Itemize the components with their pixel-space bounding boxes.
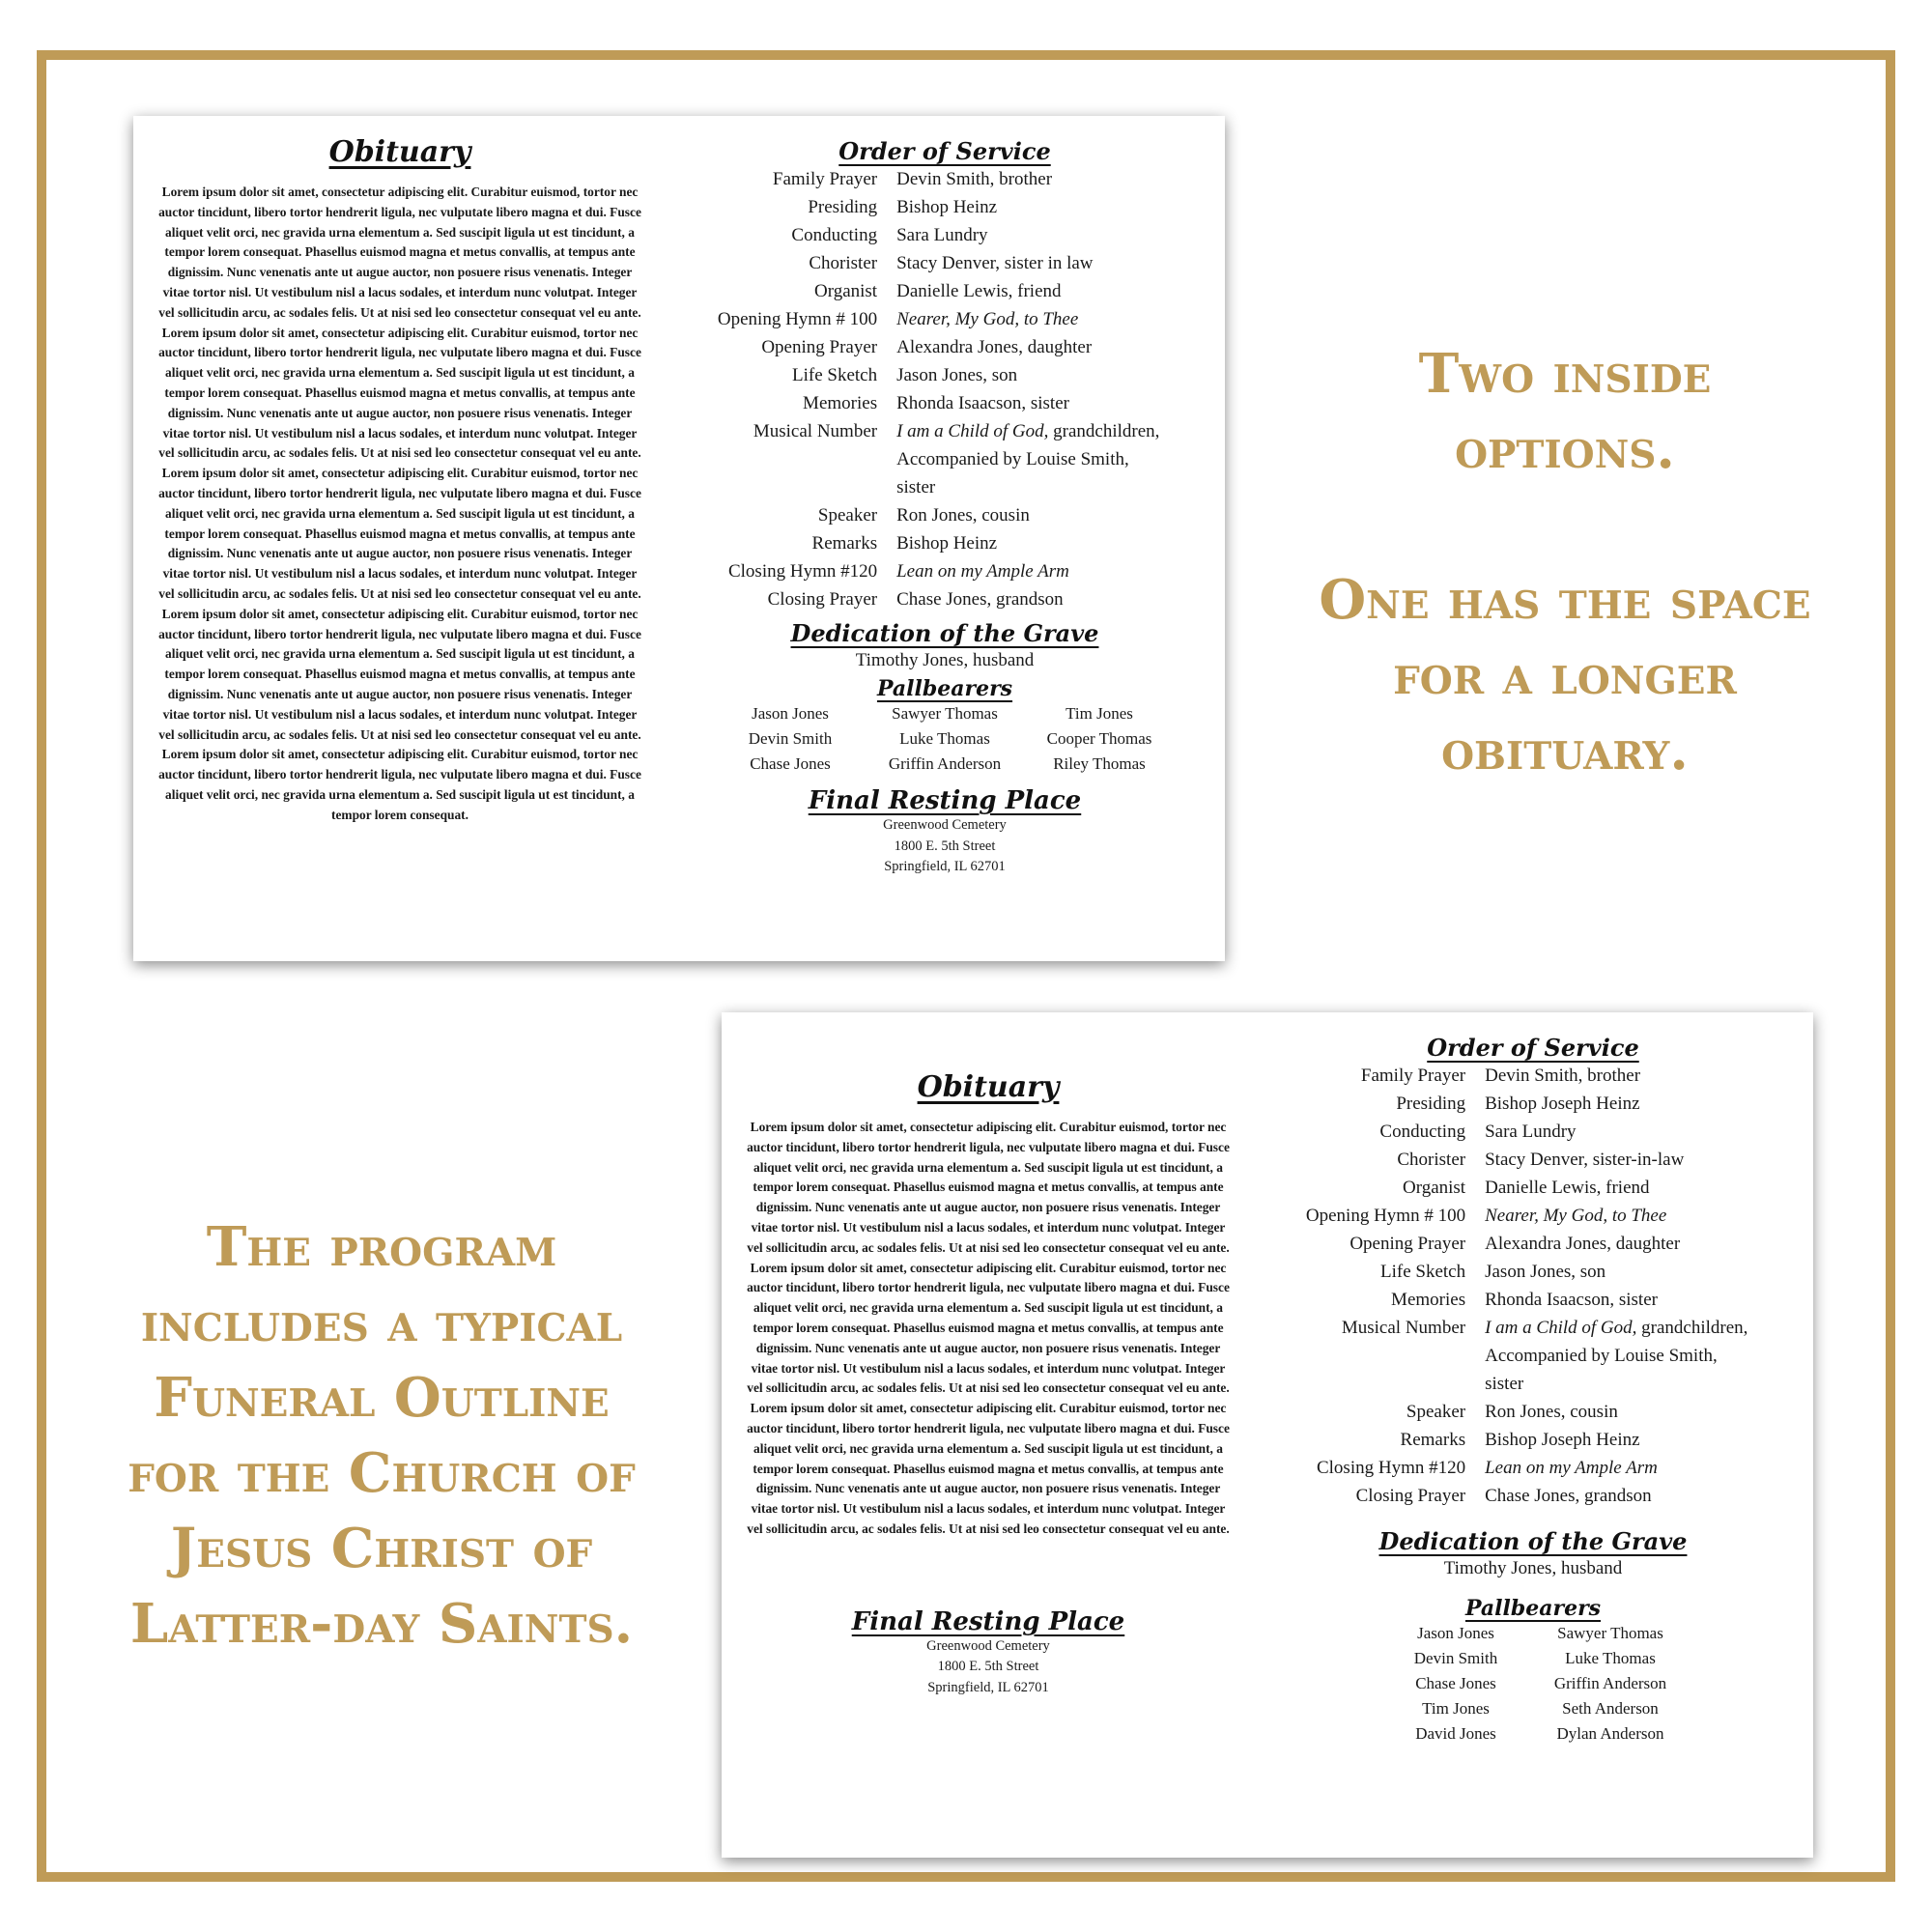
service-person: Jason Jones, son	[1485, 1262, 1606, 1282]
obituary-panel	[158, 135, 641, 826]
obituary-paragraph: Lorem ipsum dolor sit amet, consectetur adipiscing elit. Curabitur euismod, tortor nec auctor tincidunt, libero tortor hendrerit ligula, nec vulputate libero magna et dui. Fusce aliquet velit orci, nec gravida urna elementum a. Sed suscipit ligula ut est tincidunt, a tempor lorem consequat. Phasellus euismod magna et metus convallis, at tempus ante dignissim. Nunc venenatis ante ut augue auctor, non posuere risus venenatis. Integer vitae tortor nisl. Ut vestibulum nisl a lacus sodales, et interdum nunc volutpat. Integer vel sollicitudin arcu, ac sodales felis. Ut at nisi sed leo consectetur consequat vel eu ante.	[747, 1260, 1230, 1396]
service-hymn: Nearer, My God, to Thee	[896, 309, 1079, 329]
dedication-person: Timothy Jones, husband	[855, 650, 1035, 670]
pallbearer-name: Chase Jones	[1415, 1674, 1496, 1692]
obituary-paragraph: Lorem ipsum dolor sit amet, consectetur adipiscing elit. Curabitur euismod, tortor nec auctor tincidunt, libero tortor hendrerit ligula, nec vulputate libero magna et dui. Fusce aliquet velit orci, nec gravida urna elementum a. Sed suscipit ligula ut est tincidunt, a tempor lorem consequat. Phasellus euismod magna et metus convallis, at tempus ante dignissim. Nunc venenatis ante ut augue auctor, non posuere risus venenatis. Integer vitae tortor nisl. Ut vestibulum nisl a lacus sodales, et interdum nunc volutpat. Integer vel sollicitudin arcu, ac sodales felis. Ut at nisi sed leo consectetur consequat vel eu ante.	[158, 185, 641, 320]
service-person: Devin Smith, brother	[1485, 1065, 1641, 1086]
service-panel	[713, 137, 1177, 878]
service-role: Chorister	[1397, 1150, 1466, 1170]
service-person: Chase Jones, grandson	[896, 589, 1064, 610]
pallbearers-list	[713, 701, 1177, 777]
musical-number-title: I am a Child of God,	[896, 421, 1049, 441]
service-person: Ron Jones, cousin	[1485, 1402, 1618, 1422]
service-person: Devin Smith, brother	[896, 169, 1053, 189]
promo-line: Latter-day Saints.	[129, 1592, 634, 1656]
service-role: Organist	[814, 281, 878, 301]
service-person: Rhonda Isaacson, sister	[896, 393, 1069, 413]
pallbearer-name: Cooper Thomas	[1046, 729, 1152, 748]
service-role: Family Prayer	[772, 169, 878, 189]
pallbearer-name: Dylan Anderson	[1556, 1724, 1664, 1743]
pallbearers-list	[1378, 1621, 1688, 1747]
obituary-paragraph: Lorem ipsum dolor sit amet, consectetur adipiscing elit. Curabitur euismod, tortor nec auctor tincidunt, libero tortor hendrerit ligula, nec vulputate libero magna et dui. Fusce aliquet velit orci, nec gravida urna elementum a. Sed suscipit ligula ut est tincidunt, a tempor lorem consequat. Phasellus euismod magna et metus convallis, at tempus ante dignissim. Nunc venenatis ante ut augue auctor, non posuere risus venenatis. Integer vitae tortor nisl. Ut vestibulum nisl a lacus sodales, et interdum nunc volutpat. Integer vel sollicitudin arcu, ac sodales felis. Ut at nisi sed leo consectetur consequat vel eu ante.	[158, 466, 641, 601]
pallbearer-name: Griffin Anderson	[888, 754, 1002, 773]
pallbearers-heading: Pallbearers	[1464, 1596, 1602, 1621]
pallbearer-name: Devin Smith	[748, 729, 833, 748]
service-person: Stacy Denver, sister-in-law	[1485, 1150, 1685, 1170]
obituary-paragraph: Lorem ipsum dolor sit amet, consectetur adipiscing elit. Curabitur euismod, tortor nec auctor tincidunt, libero tortor hendrerit ligula, nec vulputate libero magna et dui. Fusce aliquet velit orci, nec gravida urna elementum a. Sed suscipit ligula ut est tincidunt, a tempor lorem consequat. Phasellus euismod magna et metus convallis, at tempus ante dignissim. Nunc venenatis ante ut augue auctor, non posuere risus venenatis. Integer vitae tortor nisl. Ut vestibulum nisl a lacus sodales, et interdum nunc volutpat. Integer vel sollicitudin arcu, ac sodales felis. Ut at nisi sed leo consectetur consequat vel eu ante.	[747, 1401, 1230, 1536]
order-of-service-list	[713, 165, 1167, 613]
pallbearer-name: Sawyer Thomas	[892, 704, 998, 723]
service-role: Speaker	[817, 505, 878, 526]
musical-number-performers: grandchildren, Accompanied by Louise Smith, sister	[896, 421, 1160, 497]
service-role: Opening Prayer	[761, 337, 878, 357]
pallbearer-name: Riley Thomas	[1053, 754, 1146, 773]
service-person: Sara Lundry	[1485, 1122, 1577, 1142]
pallbearer-name: Tim Jones	[1422, 1699, 1490, 1718]
service-role: Remarks	[811, 533, 878, 554]
service-person: Alexandra Jones, daughter	[896, 337, 1093, 357]
obituary-paragraph: Lorem ipsum dolor sit amet, consectetur adipiscing elit. Curabitur euismod, tortor nec auctor tincidunt, libero tortor hendrerit ligula, nec vulputate libero magna et dui. Fusce aliquet velit orci, nec gravida urna elementum a. Sed suscipit ligula ut est tincidunt, a tempor lorem consequat. Phasellus euismod magna et metus convallis, at tempus ante dignissim. Nunc venenatis ante ut augue auctor, non posuere risus venenatis. Integer vitae tortor nisl. Ut vestibulum nisl a lacus sodales, et interdum nunc volutpat. Integer vel sollicitudin arcu, ac sodales felis. Ut at nisi sed leo consectetur consequat vel eu ante.	[158, 325, 641, 461]
promo-funeral-outline	[77, 1209, 686, 1662]
obituary-paragraph: Lorem ipsum dolor sit amet, consectetur adipiscing elit. Curabitur euismod, tortor nec auctor tincidunt, libero tortor hendrerit ligula, nec vulputate libero magna et dui. Fusce aliquet velit orci, nec gravida urna elementum a. Sed suscipit ligula ut est tincidunt, a tempor lorem consequat.	[158, 747, 641, 822]
service-person: Danielle Lewis, friend	[1485, 1178, 1650, 1198]
service-person: Jason Jones, son	[896, 365, 1018, 385]
cemetery-city: Springfield, IL 62701	[884, 859, 1006, 874]
service-hymn: Nearer, My God, to Thee	[1485, 1206, 1667, 1226]
service-hymn: Lean on my Ample Arm	[896, 561, 1069, 582]
service-role: Opening Hymn # 100	[1305, 1206, 1466, 1226]
promo-two-options	[1256, 336, 1874, 788]
obituary-paragraph: Lorem ipsum dolor sit amet, consectetur adipiscing elit. Curabitur euismod, tortor nec auctor tincidunt, libero tortor hendrerit ligula, nec vulputate libero magna et dui. Fusce aliquet velit orci, nec gravida urna elementum a. Sed suscipit ligula ut est tincidunt, a tempor lorem consequat. Phasellus euismod magna et metus convallis, at tempus ante dignissim. Nunc venenatis ante ut augue auctor, non posuere risus venenatis. Integer vitae tortor nisl. Ut vestibulum nisl a lacus sodales, et interdum nunc volutpat. Integer vel sollicitudin arcu, ac sodales felis. Ut at nisi sed leo consectetur consequat vel eu ante.	[158, 606, 641, 742]
promo-line: The program	[206, 1215, 557, 1279]
final-resting-place-heading: Final Resting Place	[808, 786, 1082, 815]
obituary-panel	[747, 1070, 1230, 1698]
service-musical-number	[1485, 1314, 1750, 1398]
service-person: Alexandra Jones, daughter	[1485, 1234, 1681, 1254]
dedication-heading: Dedication of the Grave	[1378, 1527, 1688, 1555]
service-role: Musical Number	[753, 421, 878, 441]
pallbearers-heading: Pallbearers	[876, 676, 1013, 701]
pallbearer-name: Luke Thomas	[899, 729, 990, 748]
service-person: Rhonda Isaacson, sister	[1485, 1290, 1658, 1310]
cemetery-name: Greenwood Cemetery	[926, 1637, 1050, 1654]
service-hymn: Lean on my Ample Arm	[1485, 1458, 1658, 1478]
pallbearer-name: David Jones	[1415, 1724, 1496, 1743]
cemetery-name: Greenwood Cemetery	[883, 817, 1007, 833]
obituary-heading: Obituary	[917, 1070, 1060, 1104]
service-person: Ron Jones, cousin	[896, 505, 1030, 526]
service-role: Memories	[1391, 1290, 1466, 1310]
service-person: Bishop Heinz	[896, 197, 998, 217]
pallbearer-name: Jason Jones	[1417, 1624, 1494, 1642]
service-role: Conducting	[791, 225, 878, 245]
service-person: Bishop Joseph Heinz	[1485, 1094, 1640, 1114]
pallbearer-name: Seth Anderson	[1562, 1699, 1659, 1718]
service-role: Closing Prayer	[1355, 1486, 1466, 1506]
service-role: Chorister	[809, 253, 878, 273]
promo-line: obituary.	[1441, 719, 1689, 782]
service-person: Danielle Lewis, friend	[896, 281, 1062, 301]
musical-number-performers: grandchildren, Accompanied by Louise Smith, sister	[1485, 1318, 1748, 1394]
dedication-heading: Dedication of the Grave	[790, 619, 1099, 647]
cemetery-address	[713, 815, 1177, 878]
promo-line: includes a typical	[140, 1291, 623, 1354]
service-role: Presiding	[808, 197, 878, 217]
service-person: Sara Lundry	[896, 225, 988, 245]
obituary-paragraph: Lorem ipsum dolor sit amet, consectetur adipiscing elit. Curabitur euismod, tortor nec auctor tincidunt, libero tortor hendrerit ligula, nec vulputate libero magna et dui. Fusce aliquet velit orci, nec gravida urna elementum a. Sed suscipit ligula ut est tincidunt, a tempor lorem consequat. Phasellus euismod magna et metus convallis, at tempus ante dignissim. Nunc venenatis ante ut augue auctor, non posuere risus venenatis. Integer vitae tortor nisl. Ut vestibulum nisl a lacus sodales, et interdum nunc volutpat. Integer vel sollicitudin arcu, ac sodales felis. Ut at nisi sed leo consectetur consequat vel eu ante.	[747, 1120, 1230, 1255]
pallbearer-name: Chase Jones	[750, 754, 831, 773]
final-resting-place-heading: Final Resting Place	[851, 1606, 1125, 1636]
pallbearer-name: Griffin Anderson	[1553, 1674, 1667, 1692]
promo-line: Two inside	[1418, 342, 1712, 406]
order-of-service-list	[1301, 1062, 1755, 1510]
service-role: Family Prayer	[1360, 1065, 1466, 1086]
service-role: Speaker	[1406, 1402, 1466, 1422]
musical-number-title: I am a Child of God,	[1485, 1318, 1637, 1338]
cemetery-street: 1800 E. 5th Street	[937, 1659, 1039, 1675]
obituary-text	[158, 183, 641, 826]
service-role: Conducting	[1379, 1122, 1466, 1142]
pallbearer-name: Sawyer Thomas	[1557, 1624, 1663, 1642]
service-musical-number	[896, 417, 1162, 501]
service-role: Life Sketch	[791, 365, 878, 385]
cemetery-city: Springfield, IL 62701	[927, 1679, 1049, 1695]
program-option-1	[133, 116, 1225, 961]
program-option-2	[722, 1012, 1813, 1858]
service-role: Closing Hymn #120	[727, 561, 878, 582]
service-role: Closing Prayer	[767, 589, 878, 610]
service-person: Bishop Joseph Heinz	[1485, 1430, 1640, 1450]
service-person: Stacy Denver, sister in law	[896, 253, 1094, 273]
cemetery-street: 1800 E. 5th Street	[894, 838, 996, 854]
service-role: Remarks	[1400, 1430, 1466, 1450]
promo-line: options.	[1455, 417, 1675, 481]
service-role: Memories	[803, 393, 878, 413]
service-person: Bishop Heinz	[896, 533, 998, 554]
pallbearer-name: Devin Smith	[1413, 1649, 1498, 1667]
promo-line: One has the space	[1319, 568, 1811, 632]
service-panel	[1301, 1034, 1765, 1747]
promo-line: for the Church of	[128, 1441, 636, 1505]
obituary-heading: Obituary	[328, 135, 471, 169]
promo-line: for a longer	[1393, 643, 1737, 707]
dedication-person: Timothy Jones, husband	[1443, 1558, 1623, 1578]
service-role: Closing Hymn #120	[1316, 1458, 1466, 1478]
cemetery-address	[747, 1636, 1230, 1699]
promo-line: Jesus Christ of	[170, 1517, 593, 1580]
pallbearer-name: Luke Thomas	[1565, 1649, 1656, 1667]
pallbearer-name: Jason Jones	[752, 704, 829, 723]
promo-line: Funeral Outline	[154, 1366, 610, 1430]
obituary-text	[747, 1118, 1230, 1540]
service-role: Organist	[1403, 1178, 1466, 1198]
order-of-service-heading: Order of Service	[1427, 1034, 1639, 1062]
service-role: Musical Number	[1341, 1318, 1466, 1338]
service-role: Opening Prayer	[1350, 1234, 1466, 1254]
service-person: Chase Jones, grandson	[1485, 1486, 1652, 1506]
service-role: Life Sketch	[1379, 1262, 1466, 1282]
pallbearer-name: Tim Jones	[1065, 704, 1133, 723]
order-of-service-heading: Order of Service	[838, 137, 1051, 165]
service-role: Presiding	[1396, 1094, 1466, 1114]
service-role: Opening Hymn # 100	[717, 309, 878, 329]
